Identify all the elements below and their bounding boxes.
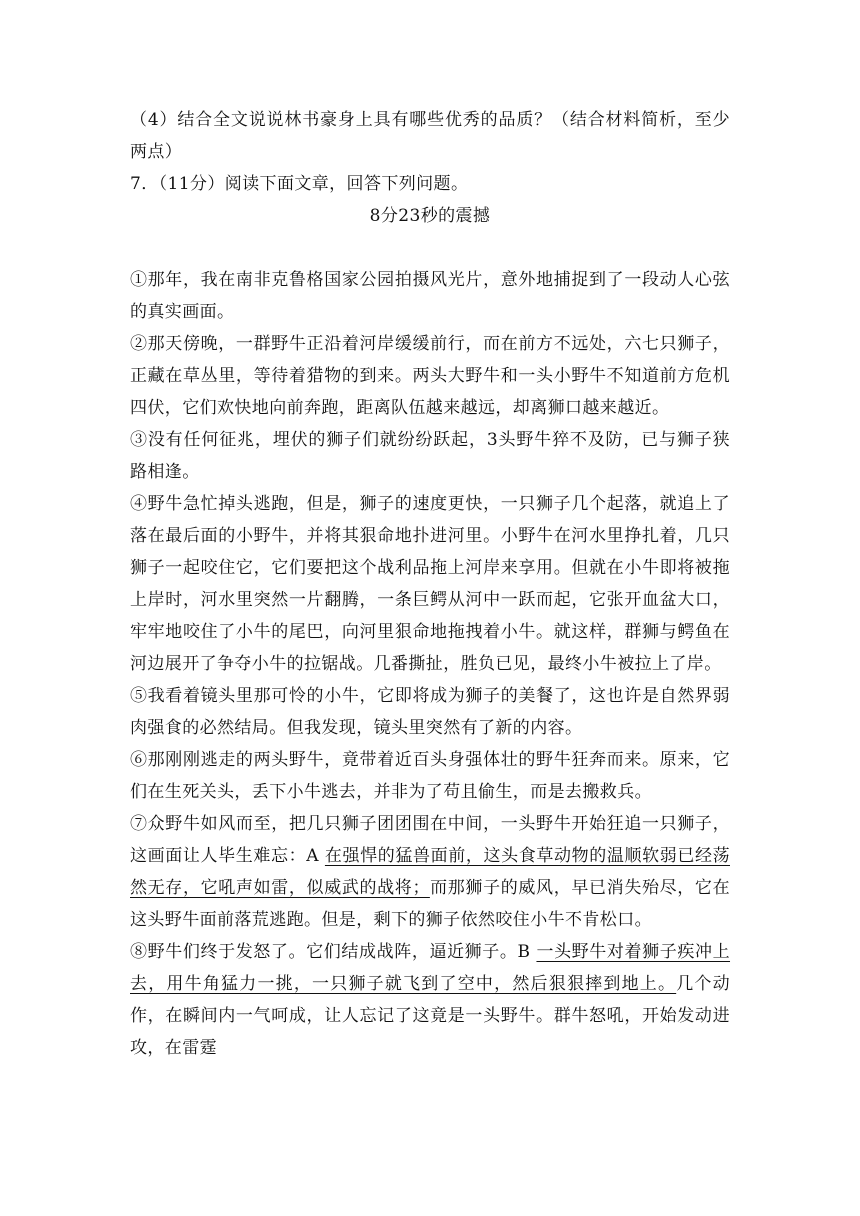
article-title: 8分23秒的震撼 — [369, 206, 491, 226]
underlined-sentence-a: 在强悍的猛兽面前，这头食草动物的温顺软弱已经荡然无存，它吼声如雷，似威武的战将； — [130, 846, 730, 898]
article-paragraph-2: ②那天傍晚，一群野牛正沿着河岸缓缓前行，而在前方不远处，六七只狮子，正藏在草丛里，等待着猎物的到来。两头大野牛和一头小野牛不知道前方危机四伏，它们欢快地向前奔跑，距离队伍越来越远，却离狮口越来越近。 — [130, 334, 730, 418]
article-paragraph-7 — [130, 808, 730, 936]
question-7-heading: 7．（11分）阅读下面文章，回答下列问题。 — [130, 174, 469, 194]
article-paragraph-8 — [130, 936, 730, 1064]
question-4: （4）结合全文说说林书豪身上具有哪些优秀的品质？（结合材料简析，至少两点） — [130, 110, 730, 162]
paragraph-8-text-before: ⑧野牛们终于发怒了。它们结成战阵，逼近狮子。B — [130, 942, 537, 962]
paragraph-8-text-after: 几个动作，在瞬间内一气呵成，让人忘记了这竟是一头野牛。群牛怒吼，开始发动进攻，在雷霆 — [130, 974, 730, 1058]
article-paragraph-1: ①那年，我在南非克鲁格国家公园拍摄风光片，意外地捕捉到了一段动人心弦的真实画面。 — [130, 270, 730, 322]
paragraph-7-text-before: ⑦众野牛如风而至，把几只狮子团团围在中间，一头野牛开始狂追一只狮子，这画面让人毕生难忘：A — [130, 814, 730, 866]
article-paragraph-4: ④野牛急忙掉头逃跑，但是，狮子的速度更快，一只狮子几个起落，就追上了落在最后面的小野牛，并将其狠命地扑进河里。小野牛在河水里挣扎着，几只狮子一起咬住它，它们要把这个战利品拖上河岸来享用。但就在小牛即将被拖上岸时，河水里突然一片翻腾，一条巨鳄从河中一跃而起，它张开血盆大口，牢牢地咬住了小牛的尾巴，向河里狠命地拖拽着小牛。就这样，群狮与鳄鱼在河边展开了争夺小牛的拉锯战。几番撕扯，胜负已见，最终小牛被拉上了岸。 — [130, 494, 730, 674]
article-paragraph-6: ⑥那刚刚逃走的两头野牛，竟带着近百头身强体壮的野牛狂奔而来。原来，它们在生死关头，丢下小牛逃去，并非为了苟且偷生，而是去搬救兵。 — [130, 750, 730, 802]
document-content — [130, 104, 730, 1064]
paragraph-7-text-after: 而那狮子的威风，早已消失殆尽，它在这头野牛面前落荒逃跑。但是，剩下的狮子依然咬住小牛不肯松口。 — [130, 878, 730, 930]
article-paragraph-3: ③没有任何征兆，埋伏的狮子们就纷纷跃起，3头野牛猝不及防，已与狮子狭路相逢。 — [130, 430, 730, 482]
underlined-sentence-b: 一头野牛对着狮子疾冲上去，用牛角猛力一挑，一只狮子就飞到了空中，然后狠狠摔到地上。 — [130, 942, 731, 994]
article-paragraph-5: ⑤我看着镜头里那可怜的小牛，它即将成为狮子的美餐了，这也许是自然界弱肉强食的必然结局。但我发现，镜头里突然有了新的内容。 — [130, 686, 730, 738]
